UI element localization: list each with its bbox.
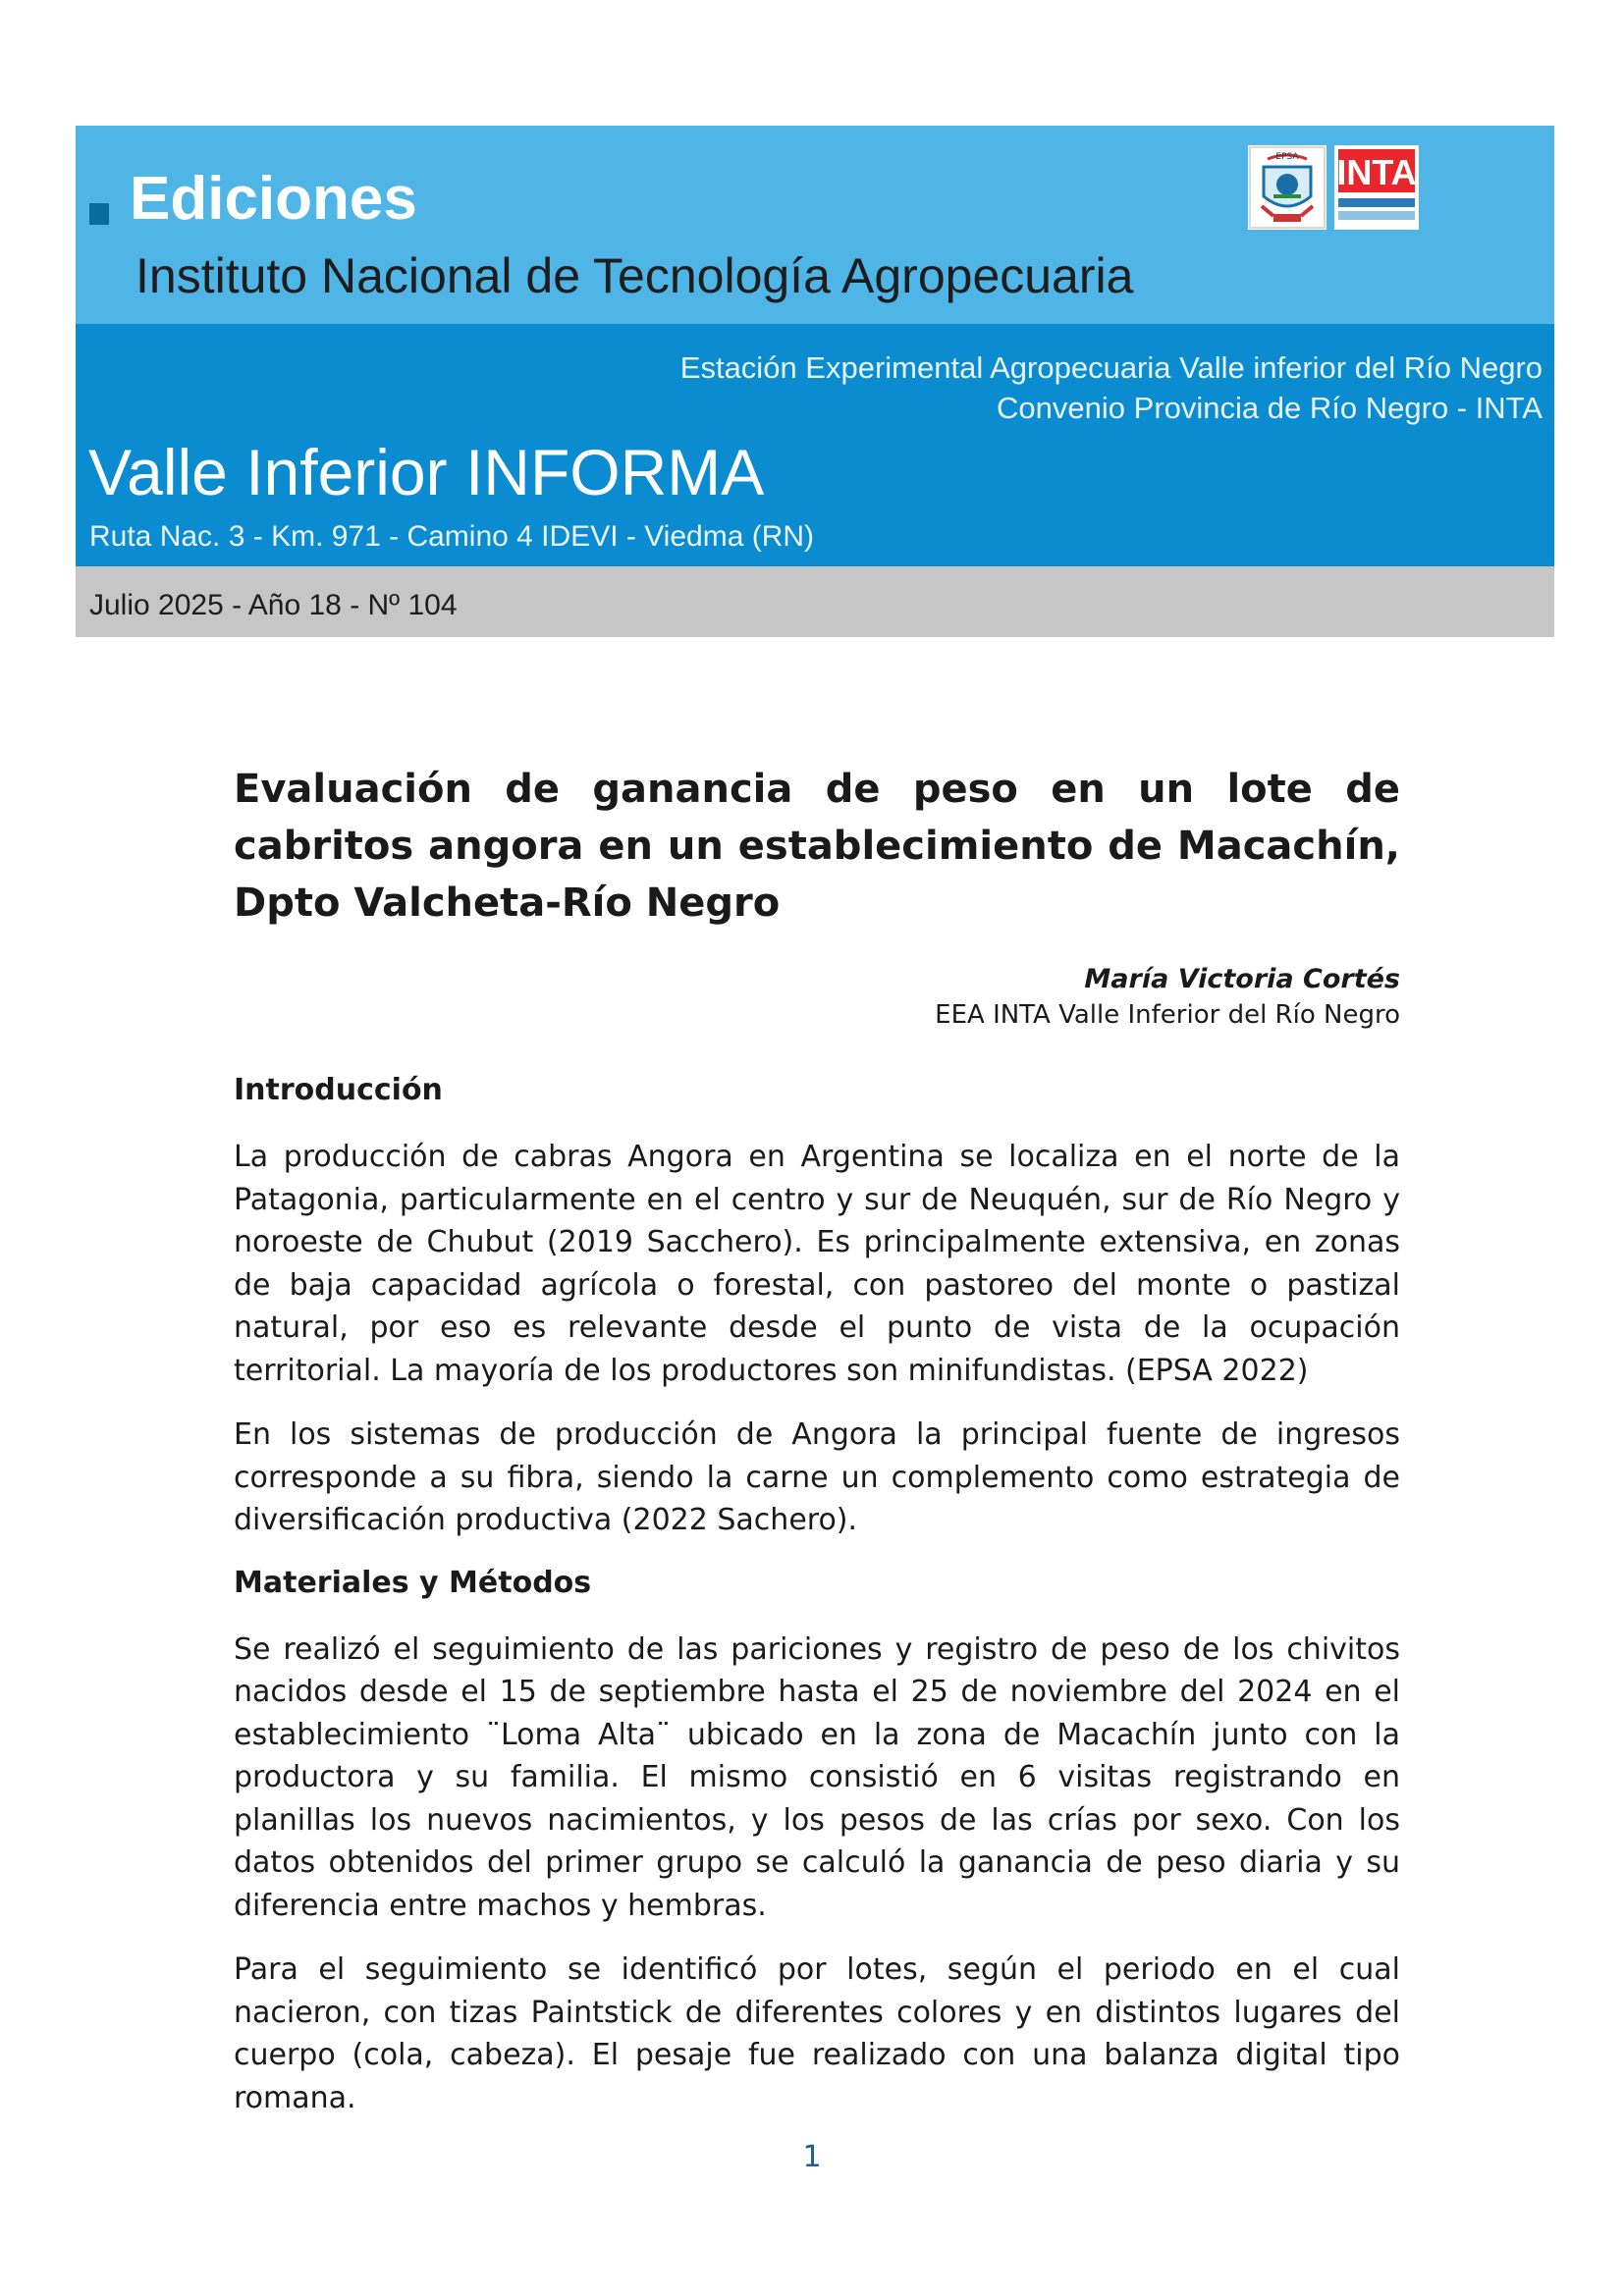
section-heading-materiales: Materiales y Métodos [234, 1565, 592, 1600]
section-heading-introduccion: Introducción [234, 1073, 443, 1107]
author-name: María Victoria Cortés [1084, 964, 1400, 994]
paragraph: La producción de cabras Angora en Argentina se localiza en el norte de la Patagonia, particularmente en el centro y sur de Neuquén, sur de Río Negro y noroeste de Chubut (2019 Sacchero). Es principalmente extensiva, en zonas de baja capacidad agrícola o forestal, con pastoreo del monte o pastizal natural, por eso es relevante desde el punto de vista de la ocupación territorial. La mayoría de los productores son minifundistas. (EPSA 2022) [234, 1140, 1400, 1388]
svg-text:INTA: INTA [1336, 152, 1417, 192]
address: Ruta Nac. 3 - Km. 971 - Camino 4 IDEVI - Viedma (RN) [89, 520, 815, 553]
epsa-logo [1248, 145, 1326, 230]
newsletter-title: Valle Inferior INFORMA [88, 436, 765, 508]
author-affiliation: EEA INTA Valle Inferior del Río Negro [935, 1000, 1400, 1030]
station-info [680, 347, 1543, 428]
paragraph: En los sistemas de producción de Angora la principal fuente de ingresos corresponde a su fibra, siendo la carne un complemento como estrategia de diversificación productiva (2022 Sachero). [234, 1417, 1400, 1537]
inta-logo [1334, 145, 1419, 230]
page-number: 1 [802, 2140, 822, 2174]
square-bullet-icon [89, 203, 109, 225]
institute-name: Instituto Nacional de Tecnología Agropecuaria [135, 248, 1134, 303]
paragraph: Se realizó el seguimiento de las pariciones y registro de peso de los chivitos nacidos desde el 15 de septiembre hasta el 25 de noviembre del 2024 en el establecimiento ¨Loma Alta¨ ubicado en la zona de Macachín junto con la productora y su familia. El mismo consistió en 6 visitas registrando en planillas los nuevos nacimientos, y los pesos de las crías por sexo. Con los datos obtenidos del primer grupo se calculó la ganancia de peso diaria y su diferencia entre machos y hembras. [234, 1631, 1400, 1923]
byline [234, 961, 1400, 1034]
station-line-2: Convenio Provincia de Río Negro - INTA [997, 391, 1543, 425]
article [234, 761, 1400, 2119]
station-line-1: Estación Experimental Agropecuaria Valle inferior del Río Negro [679, 350, 1543, 385]
svg-text:EPSA: EPSA [1275, 152, 1299, 162]
ediciones-label: Ediciones [130, 165, 417, 233]
issue-info: Julio 2025 - Año 18 - Nº 104 [89, 589, 458, 621]
paragraph: Para el seguimiento se identificó por lotes, según el periodo en el cual nacieron, con tizas Paintstick de diferentes colores y en distintos lugares del cuerpo (cola, cabeza). El pesaje fue realizado con una balanza digital tipo romana. [234, 1952, 1400, 2115]
logos [1248, 145, 1420, 230]
article-title: Evaluación de ganancia de peso en un lote de cabritos angora en un establecimiento de Macachín, Dpto Valcheta-Río Negro [234, 767, 1400, 926]
